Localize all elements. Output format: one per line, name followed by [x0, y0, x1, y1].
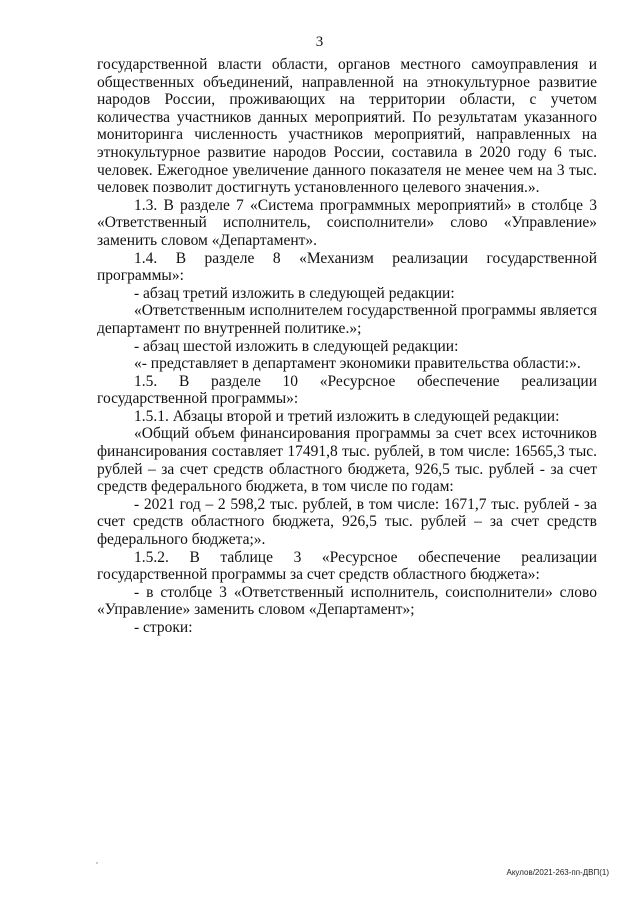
page-number: 3: [315, 34, 324, 50]
document-body: [97, 56, 597, 637]
paragraph-1-5: 1.5. В разделе 10 «Ресурсное обеспечение реализации государственной программы»:: [97, 372, 597, 408]
paragraph-1-4-quote-third: «Ответственным исполнителем государственной программы является департамент по внутренней политике.»;: [97, 302, 597, 337]
paragraph-1-4-item-third: - абзац третий изложить в следующей редакции:: [134, 284, 455, 302]
paragraph-1-5-1: 1.5.1. Абзацы второй и третий изложить в следующей редакции:: [134, 407, 560, 425]
paragraph-monitoring-continuation: государственной власти области, органов местного самоуправления и общественных объединений, направленной на этнокультурное развитие народов России, проживающих на территории области, с учетом количества участников данных мероприятий. По результатам указанного мониторинга численность участников мероприятий, направленных на этнокультурное развитие народов России, составила в 2020 году 6 тыс. человек. Ежегодное увеличение данного показателя не менее чем на 3 тыс. человек позволит достигнуть установленного целевого значения.».: [97, 56, 597, 197]
scan-dot: [96, 862, 98, 864]
paragraph-1-4: 1.4. В разделе 8 «Механизм реализации государственной программы»:: [97, 249, 597, 285]
paragraph-1-4-quote-sixth: «- представляет в департамент экономики правительства области:».: [134, 355, 581, 373]
paragraph-1-5-2-column-3: - в столбце 3 «Ответственный исполнитель, соисполнители» слово «Управление» заменить словом «Департамент»;: [97, 583, 597, 619]
paragraph-1-5-2: 1.5.2. В таблице 3 «Ресурсное обеспечение реализации государственной программы за счет средств областного бюджета»:: [97, 548, 597, 584]
paragraph-1-5-1-year-2021: - 2021 год – 2 598,2 тыс. рублей, в том числе: 1671,7 тыс. рублей - за счет средств областного бюджета, 926,5 тыс. рублей – за счет средств федерального бюджета;».: [97, 495, 597, 549]
paragraph-1-3: 1.3. В разделе 7 «Система программных мероприятий» в столбце 3 «Ответственный исполнитель, соисполнители» слово «Управление» заменить словом «Департамент».: [97, 196, 597, 249]
paragraph-1-5-1-total-funding: «Общий объем финансирования программы за счет всех источников финансирования составляет 17491,8 тыс. рублей, в том числе: 16565,3 тыс. рублей – за счет средств областного бюджета, 926,5 тыс. рублей - за счет средств федерального бюджета, в том числе по годам:: [97, 425, 597, 496]
paragraph-1-4-item-sixth: - абзац шестой изложить в следующей редакции:: [134, 337, 459, 355]
paragraph-1-5-2-rows: - строки:: [134, 619, 193, 636]
footer-reference: Акулов/2021-263-пп-ДВП(1): [506, 868, 609, 877]
